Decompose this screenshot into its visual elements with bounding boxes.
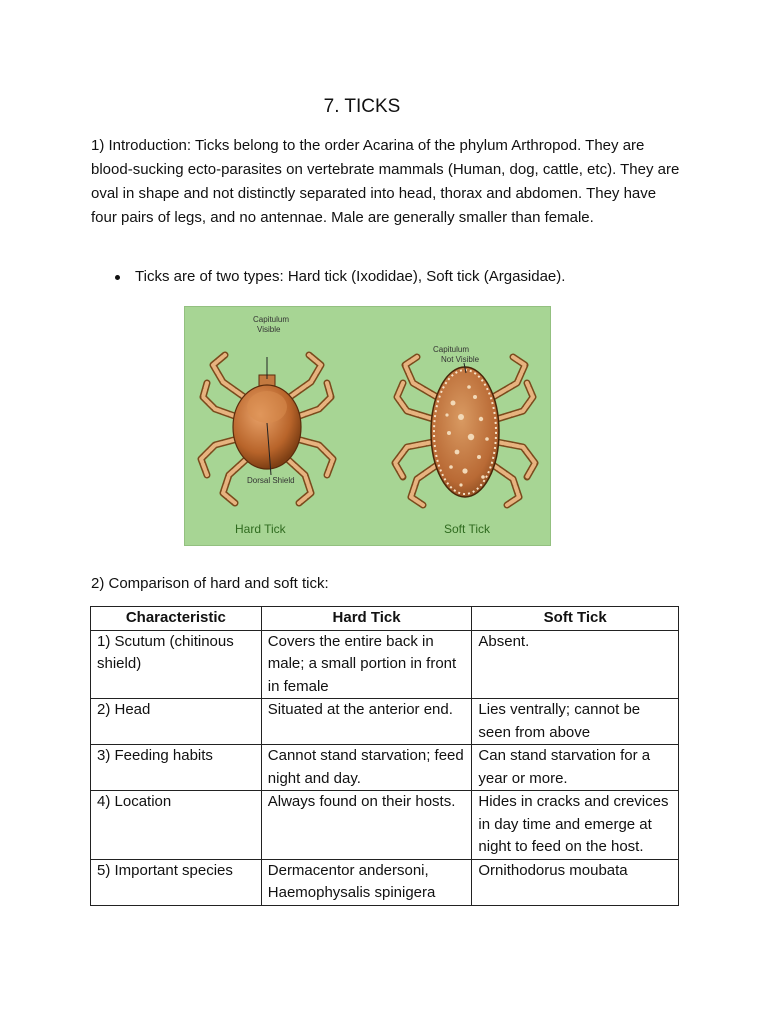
table-cell: Cannot stand starvation; feed night and day. xyxy=(261,745,472,791)
table-header-row xyxy=(91,607,679,631)
table-row xyxy=(91,745,679,791)
tick-figure xyxy=(184,306,551,546)
table-cell: Absent. xyxy=(472,630,679,699)
table-cell: Ornithodorus moubata xyxy=(472,859,679,905)
table-row xyxy=(91,699,679,745)
capitulum-visible-label-1: Capitulum xyxy=(253,315,290,324)
capitulum-visible-label-2: Visible xyxy=(257,325,281,334)
table-cell: 5) Important species xyxy=(91,859,262,905)
bullet-icon xyxy=(115,275,120,280)
header-characteristic: Characteristic xyxy=(91,607,262,631)
tick-illustration xyxy=(185,307,550,545)
table-cell: 3) Feeding habits xyxy=(91,745,262,791)
bullet-text: Ticks are of two types: Hard tick (Ixodidae), Soft tick (Argasidae). xyxy=(135,268,566,285)
table-row xyxy=(91,630,679,699)
table-cell: 4) Location xyxy=(91,791,262,860)
soft-tick-drawing xyxy=(395,357,535,505)
table-cell: Hides in cracks and crevices in day time and emerge at night to feed on the host. xyxy=(472,791,679,860)
table-cell: Dermacentor andersoni, Haemophysalis spinigera xyxy=(261,859,472,905)
table-cell: Can stand starvation for a year or more. xyxy=(472,745,679,791)
table-row xyxy=(91,791,679,860)
dorsal-shield-label: Dorsal Shield xyxy=(247,476,295,485)
table-row xyxy=(91,859,679,905)
capitulum-not-visible-label-2: Not Visible xyxy=(441,355,480,364)
comparison-table xyxy=(90,606,679,906)
table-cell: Covers the entire back in male; a small portion in front in female xyxy=(261,630,472,699)
table-cell: 2) Head xyxy=(91,699,262,745)
page-title: 7. TICKS xyxy=(323,96,401,117)
intro-paragraph: 1) Introduction: Ticks belong to the order Acarina of the phylum Arthropod. They are blood-sucking ecto-parasites on vertebrate mammals (Human, dog, cattle, etc). They are oval in shape and not distinctly separated into head, thorax and abdomen. They have four pairs of legs, and no antennae. Male are generally smaller than female. xyxy=(91,137,680,226)
hard-tick-label: Hard Tick xyxy=(235,522,286,536)
header-hard-tick: Hard Tick xyxy=(261,607,472,631)
table-cell: Always found on their hosts. xyxy=(261,791,472,860)
table-cell: 1) Scutum (chitinous shield) xyxy=(91,630,262,699)
tick-types-bullet xyxy=(115,265,565,289)
table-cell: Situated at the anterior end. xyxy=(261,699,472,745)
comparison-heading: 2) Comparison of hard and soft tick: xyxy=(91,575,329,592)
capitulum-not-visible-label-1: Capitulum xyxy=(433,345,470,354)
soft-tick-label: Soft Tick xyxy=(444,522,491,536)
table-cell: Lies ventrally; cannot be seen from above xyxy=(472,699,679,745)
header-soft-tick: Soft Tick xyxy=(472,607,679,631)
